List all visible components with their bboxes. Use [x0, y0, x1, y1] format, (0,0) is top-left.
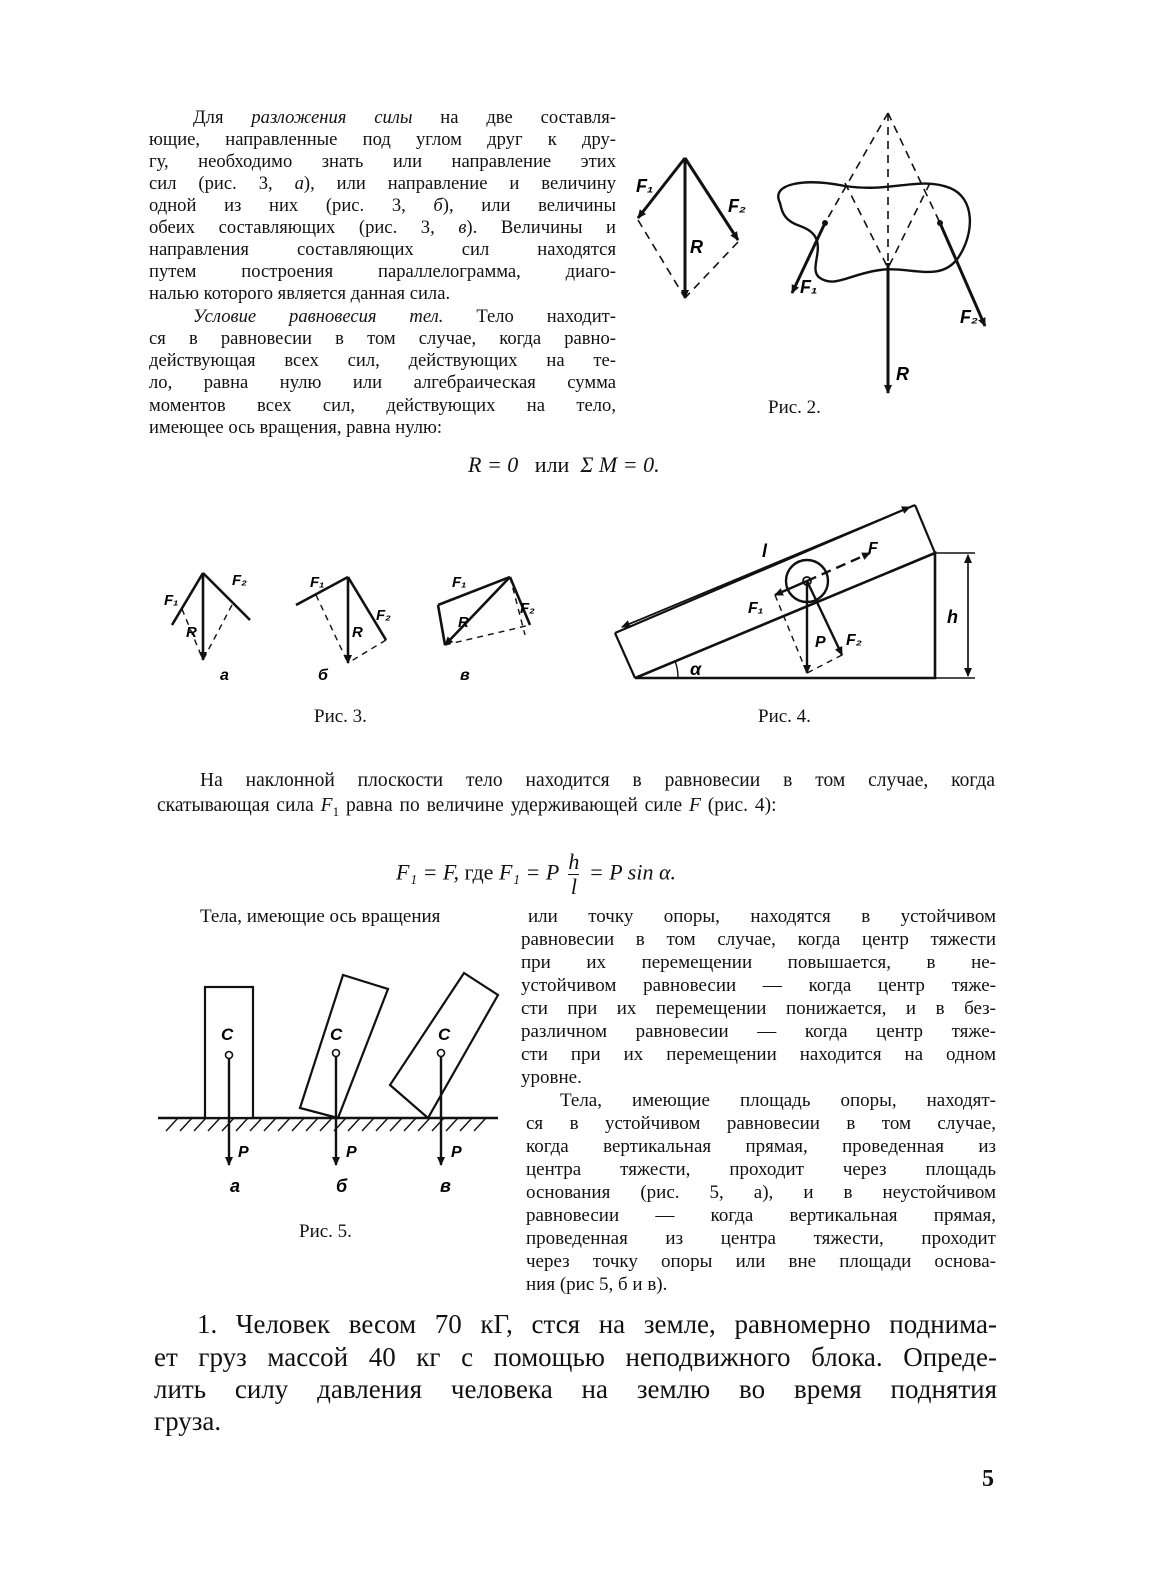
caption-fig4: Рис. 4. [758, 706, 811, 727]
text-line: сти при их перемещении понижается, и в без- [521, 998, 996, 1019]
label-c: C [330, 1025, 343, 1044]
text-line: направления составляющих сил находятся [149, 239, 616, 260]
label-f2: F₂ [376, 607, 391, 624]
text-line: ющие, направленные под углом друг к дру- [149, 129, 616, 150]
text-line: груза. [154, 1406, 222, 1436]
label-p: P [815, 634, 826, 651]
label-f2: F₂ [232, 572, 247, 589]
text-line: гу, необходимо знать или направление этих [149, 151, 616, 172]
text-line: действующая всех сил, действующих на те- [149, 350, 616, 371]
text-line: скатывающая сила $F_1$ равна по величине удерживающей силе F (рис. 4): [157, 795, 777, 819]
caption-fig3: Рис. 3. [314, 706, 367, 727]
text-line: сти при их перемещении находится на одном [521, 1044, 996, 1065]
figure-5 [158, 965, 508, 1195]
label-alpha: α [690, 659, 702, 679]
text-line: при их перемещении повышается, в не- [521, 952, 996, 973]
text-line: сил (рис. 3, а), или направление и величину [149, 173, 616, 194]
text-line: путем построения параллелограмма, диаго- [149, 261, 616, 282]
caption-fig5: Рис. 5. [299, 1221, 352, 1242]
text-line: основания (рис. 5, а), и в неустойчивом [526, 1182, 996, 1203]
figure-3 [160, 565, 560, 685]
text-line: центра тяжести, проходит через площадь [526, 1159, 996, 1180]
text-line: имеющее ось вращения, равна нулю: [149, 417, 443, 438]
figure-2 [630, 108, 1010, 408]
label-v: в [440, 1176, 451, 1196]
text-line: Условие равновесия тел. Тело находит- [193, 306, 616, 327]
label-p: P [346, 1144, 357, 1161]
text-line: ет груз массой 40 кг с помощью неподвижного блока. Опреде- [154, 1342, 997, 1372]
label-a: а [230, 1176, 241, 1196]
label-r: R [896, 364, 909, 384]
figure-4 [610, 495, 980, 685]
label-c: C [438, 1025, 451, 1044]
equilibrium-formula: R = 0 или Σ M = 0. [468, 452, 660, 477]
label-r: R [690, 237, 703, 257]
label-f2: F₂ [520, 600, 535, 617]
label-f1: F₁ [310, 574, 325, 591]
label-f2: F₂ [960, 307, 978, 327]
label-v: в [460, 667, 470, 684]
label-f1: F₁ [636, 176, 654, 196]
text-line: устойчивом равновесии — когда центр тяже- [521, 975, 996, 996]
text-line: когда вертикальная прямая, проведенная из [526, 1136, 996, 1157]
text-line: Тела, имеющие площадь опоры, находят- [560, 1090, 996, 1111]
text-line: равновесии в том случае, когда центр тяжести [521, 929, 996, 950]
label-f1: F₁ [748, 600, 764, 617]
text-line: На наклонной плоскости тело находится в равновесии в том случае, когда [200, 770, 995, 791]
text-line: моментов всех сил, действующих на тело, [149, 395, 616, 416]
label-p: P [451, 1144, 462, 1161]
label-b: б [336, 1176, 348, 1196]
label-f2: F₂ [728, 196, 746, 216]
text-line: ло, равна нулю или алгебраическая сумма [149, 372, 616, 393]
incline-formula: F₁ = F, где F₁ = P $\frac{h}{l}$ = P sin α. [396, 849, 677, 899]
label-p: P [238, 1144, 249, 1161]
text-line: Для разложения силы на две составля- [193, 107, 616, 128]
label-f1: F₁ [164, 592, 179, 609]
text-line: различном равновесии — когда центр тяже- [521, 1021, 996, 1042]
caption-fig2: Рис. 2. [768, 397, 821, 418]
text-line: лить силу давления человека на землю во время поднятия [154, 1374, 997, 1404]
label-c: C [221, 1025, 234, 1044]
text-line: ся в равновесии в том случае, когда равно- [149, 328, 616, 349]
text-line: одной из них (рис. 3, б), или величины [149, 195, 616, 216]
text-line: равновесии — когда вертикальная прямая, [526, 1205, 996, 1226]
label-h: h [947, 607, 958, 627]
text-line: или точку опоры, находятся в устойчивом [528, 906, 996, 927]
text-line: ния (рис 5, б и в). [526, 1274, 668, 1295]
text-line: через точку опоры или вне площади основа- [526, 1251, 996, 1272]
label-r: R [186, 624, 197, 641]
text-line: Тела, имеющие ось вращения [200, 906, 441, 927]
label-f1: F₁ [452, 574, 467, 591]
label-b: б [318, 667, 328, 684]
label-a: а [220, 667, 229, 684]
text-line: проведенная из центра тяжести, проходит [526, 1228, 996, 1249]
label-f1: F₁ [800, 277, 818, 297]
text-line: 1. Человек весом 70 кГ, стся на земле, равномерно поднима- [197, 1309, 997, 1339]
label-r: R [458, 614, 469, 631]
page-number: 5 [982, 1466, 994, 1492]
text-line: уровне. [521, 1067, 582, 1088]
label-f: F [868, 540, 878, 557]
text-line: обеих составляющих (рис. 3, в). Величины и [149, 217, 616, 238]
label-l: l [762, 541, 768, 561]
label-r: R [352, 624, 363, 641]
text-line: ся в устойчивом равновесии в том случае, [526, 1113, 996, 1134]
text-line: налью которого является данная сила. [149, 283, 451, 304]
label-f2: F₂ [846, 632, 862, 649]
